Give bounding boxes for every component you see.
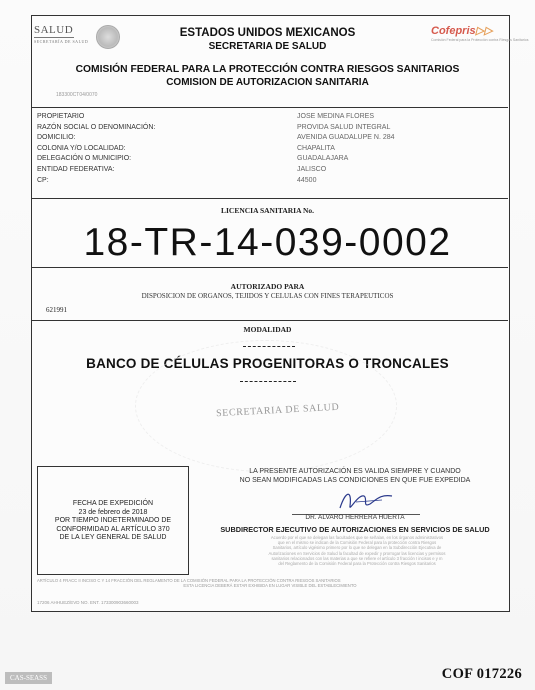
chevron-right-icon: ▷▷ — [475, 25, 493, 37]
legal-footer — [37, 578, 503, 589]
issue-line-5: DE LA LEY GENERAL DE SALUD — [59, 534, 167, 541]
issue-date-text — [38, 500, 188, 543]
signer-name: DR. ALVARO HERRERA HUERTA — [305, 514, 405, 521]
signer-title: SUBDIRECTOR EJECUTIVO DE AUTORIZACIONES EN SERVICIOS DE SALUD — [220, 525, 490, 534]
label-owner: PROPIETARIO — [37, 113, 85, 120]
label-address: DOMICILIO: — [37, 134, 76, 142]
folio-number: 183300CT04/0070 — [56, 92, 98, 98]
stamp-text: SECRETARIA DE SALUD — [215, 401, 340, 420]
footer-line-2: ESTA LICENCIA DEBERÁ ESTAR EXHIBIDA EN LUGAR VISIBLE DEL ESTABLECIMIENTO — [183, 583, 357, 589]
value-state: JALISCO — [297, 165, 327, 173]
value-address: AVENIDA GUADALUPE N. 284 — [297, 134, 395, 142]
authorized-caption: AUTORIZADO PARA — [230, 282, 305, 291]
value-business-name: PROVIDA SALUD INTEGRAL — [297, 123, 391, 131]
fine-print-line-3: Sanitarios, artículo vigésimo primero por lo que se delegan en la Subdirección Ejecutiva de — [272, 545, 442, 551]
fine-print-line-4: Autorizaciones en Servicios de Salud la facultad de expedir y prorrogar las licencias y permisos — [268, 550, 446, 556]
value-municipality: GUADALAJARA — [297, 155, 349, 163]
value-neighborhood: CHAPALITA — [297, 144, 335, 152]
authorized-text: DISPOSICION DE ORGANOS, TEJIDOS Y CELULAS CON FINES TERAPEUTICOS — [141, 292, 394, 300]
footer-line-1: ARTÍCULO 4 FRACC II INCISO C Y 14 FRACCIÓN DEL REGLAMENTO DE LA COMISIÓN FEDERAL PARA LA PROTECCIÓN CONTRA RIESGOS SANITARIOS — [37, 578, 341, 583]
validity-line-1: LA PRESENTE AUTORIZACIÓN ES VALIDA SIEMPRE Y CUANDO — [249, 468, 461, 475]
document-tag: CAS-SEASS — [5, 672, 52, 684]
value-owner: JOSE MEDINA FLORES — [297, 113, 375, 120]
modality-caption: MODALIDAD — [243, 325, 292, 334]
validity-text — [210, 467, 500, 485]
ministry-title: SECRETARIA DE SALUD — [208, 41, 327, 52]
cofepris-logo-text: Cofepris — [431, 25, 476, 37]
signature-icon — [336, 486, 396, 514]
fine-print-line-1: Acuerdo por el que se delegan las facultades que se señalan, en los órganos administrativos — [270, 535, 444, 540]
issue-line-3: POR TIEMPO INDETERMINADO DE — [54, 517, 172, 524]
license-caption: LICENCIA SANITARIA No. — [220, 206, 314, 215]
label-zip: CP: — [37, 176, 49, 184]
salud-logo-subtitle: SECRETARÍA DE SALUD — [34, 39, 89, 44]
license-number: 18-TR-14-039-0002 — [83, 221, 452, 264]
issue-line-2: 23 de febrero de 2018 — [78, 508, 148, 516]
label-neighborhood: COLONIA Y/O LOCALIDAD: — [37, 144, 126, 152]
salud-logo-text: SALUD — [34, 24, 74, 36]
cofepris-logo-subtitle: Comisión Federal para la Protección contra Riesgos Sanitarios — [431, 38, 529, 42]
modality-text: BANCO DE CÉLULAS PROGENITORAS O TRONCALES — [86, 356, 449, 371]
fine-print-line-6: del Reglamento de la Comisión Federal para la Protección contra Riesgos Sanitarios — [278, 561, 436, 567]
owner-values — [297, 112, 395, 186]
value-zip: 44500 — [297, 176, 317, 184]
fine-print-line-2: que en el mismo se indican de la Comisión Federal para la protección contra Riesgos — [277, 540, 437, 546]
country-title: ESTADOS UNIDOS MEXICANOS — [179, 27, 356, 39]
label-state: ENTIDAD FEDERATIVA: — [37, 165, 115, 173]
activity-code: 621991 — [46, 306, 67, 314]
serial-number: COF 017226 — [441, 666, 522, 682]
fine-print-line-5: sanitarios relacionados con las materias a que se refiere el artículo 3 fracción I incisos e y m — [271, 555, 443, 561]
department-title: COMISION DE AUTORIZACION SANITARIA — [166, 77, 369, 88]
validity-line-2: NO SEAN MODIFICADAS LAS CONDICIONES EN QUE FUE EXPEDIDA — [239, 477, 471, 484]
issue-line-1: FECHA DE EXPEDICIÓN — [72, 500, 154, 507]
label-business-name: RAZÓN SOCIAL O DENOMINACIÓN: — [37, 123, 156, 131]
commission-title: COMISIÓN FEDERAL PARA LA PROTECCIÓN CONTRA RIESGOS SANITARIOS — [75, 64, 460, 75]
owner-labels — [37, 112, 155, 186]
legal-fine-print — [224, 535, 490, 566]
issue-line-4: CONFORMIDAD AL ARTÍCULO 370 — [56, 525, 170, 533]
label-municipality: DELEGACIÓN O MUNICIPIO: — [37, 155, 132, 163]
footer-reference: 17206 AHHUEZ/EVD NO. ENT. 173300903660003 — [37, 600, 139, 605]
